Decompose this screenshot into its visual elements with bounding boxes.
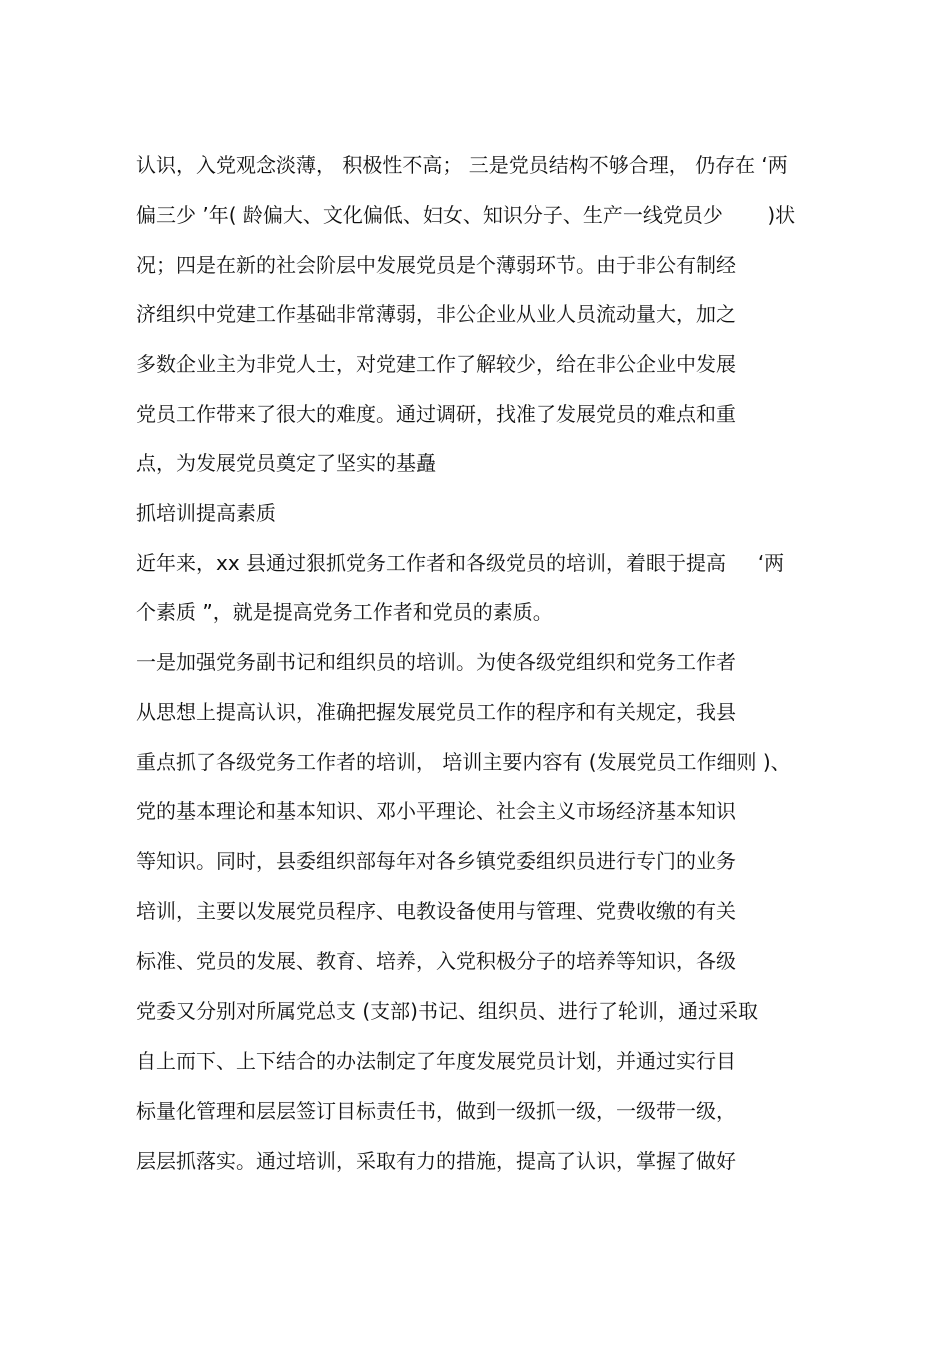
text-line: 济组织中党建工作基础非常薄弱，非公企业从业人员流动量大，加之 [136,302,736,326]
text-line: 自上而下、上下结合的办法制定了年度发展党员计划，并通过实行目 [136,1049,736,1073]
text-line: 况；四是在新的社会阶层中发展党员是个薄弱环节。由于非公有制经 [136,253,736,277]
text-line: 偏三少 ’年( 龄偏大、文化偏低、妇女、知识分子、生产一线党员少 )状 [136,203,796,227]
text-line: 党员工作带来了很大的难度。通过调研，找准了发展党员的难点和重 [136,402,736,426]
text-line: 等知识。同时，县委组织部每年对各乡镇党委组织员进行专门的业务 [136,849,736,873]
text-line: 党委又分别对所属党总支 (支部)书记、组织员、进行了轮训，通过采取 [136,999,758,1023]
text-line: 标量化管理和层层签订目标责任书，做到一级抓一级，一级带一级， [136,1099,736,1123]
text-line: 近年来，xx 县通过狠抓党务工作者和各级党员的培训，着眼于提高 ‘两 [136,551,785,575]
text-line: 多数企业主为非党人士，对党建工作了解较少，给在非公企业中发展 [136,352,736,376]
text-line: 标准、党员的发展、教育、培养，入党积极分子的培养等知识，各级 [136,949,736,973]
section-heading: 抓培训提高素质 [136,501,276,525]
text-line: 一是加强党务副书记和组织员的培训。为使各级党组织和党务工作者 [136,650,736,674]
text-line: 党的基本理论和基本知识、邓小平理论、社会主义市场经济基本知识 [136,799,736,823]
text-line: 层层抓落实。通过培训，采取有力的措施，提高了认识，掌握了做好 [136,1149,736,1173]
text-line: 个素质 ”，就是提高党务工作者和党员的素质。 [136,600,553,624]
text-line: 认识，入党观念淡薄， 积极性不高； 三是党员结构不够合理， 仍存在 ‘两 [136,153,788,177]
text-line: 培训，主要以发展党员程序、电教设备使用与管理、党费收缴的有关 [136,899,736,923]
text-line: 从思想上提高认识，准确把握发展党员工作的程序和有关规定，我县 [136,700,736,724]
text-line: 重点抓了各级党务工作者的培训， 培训主要内容有 (发展党员工作细则 )、 [136,750,791,774]
text-line: 点，为发展党员奠定了坚实的基矗 [136,451,436,475]
